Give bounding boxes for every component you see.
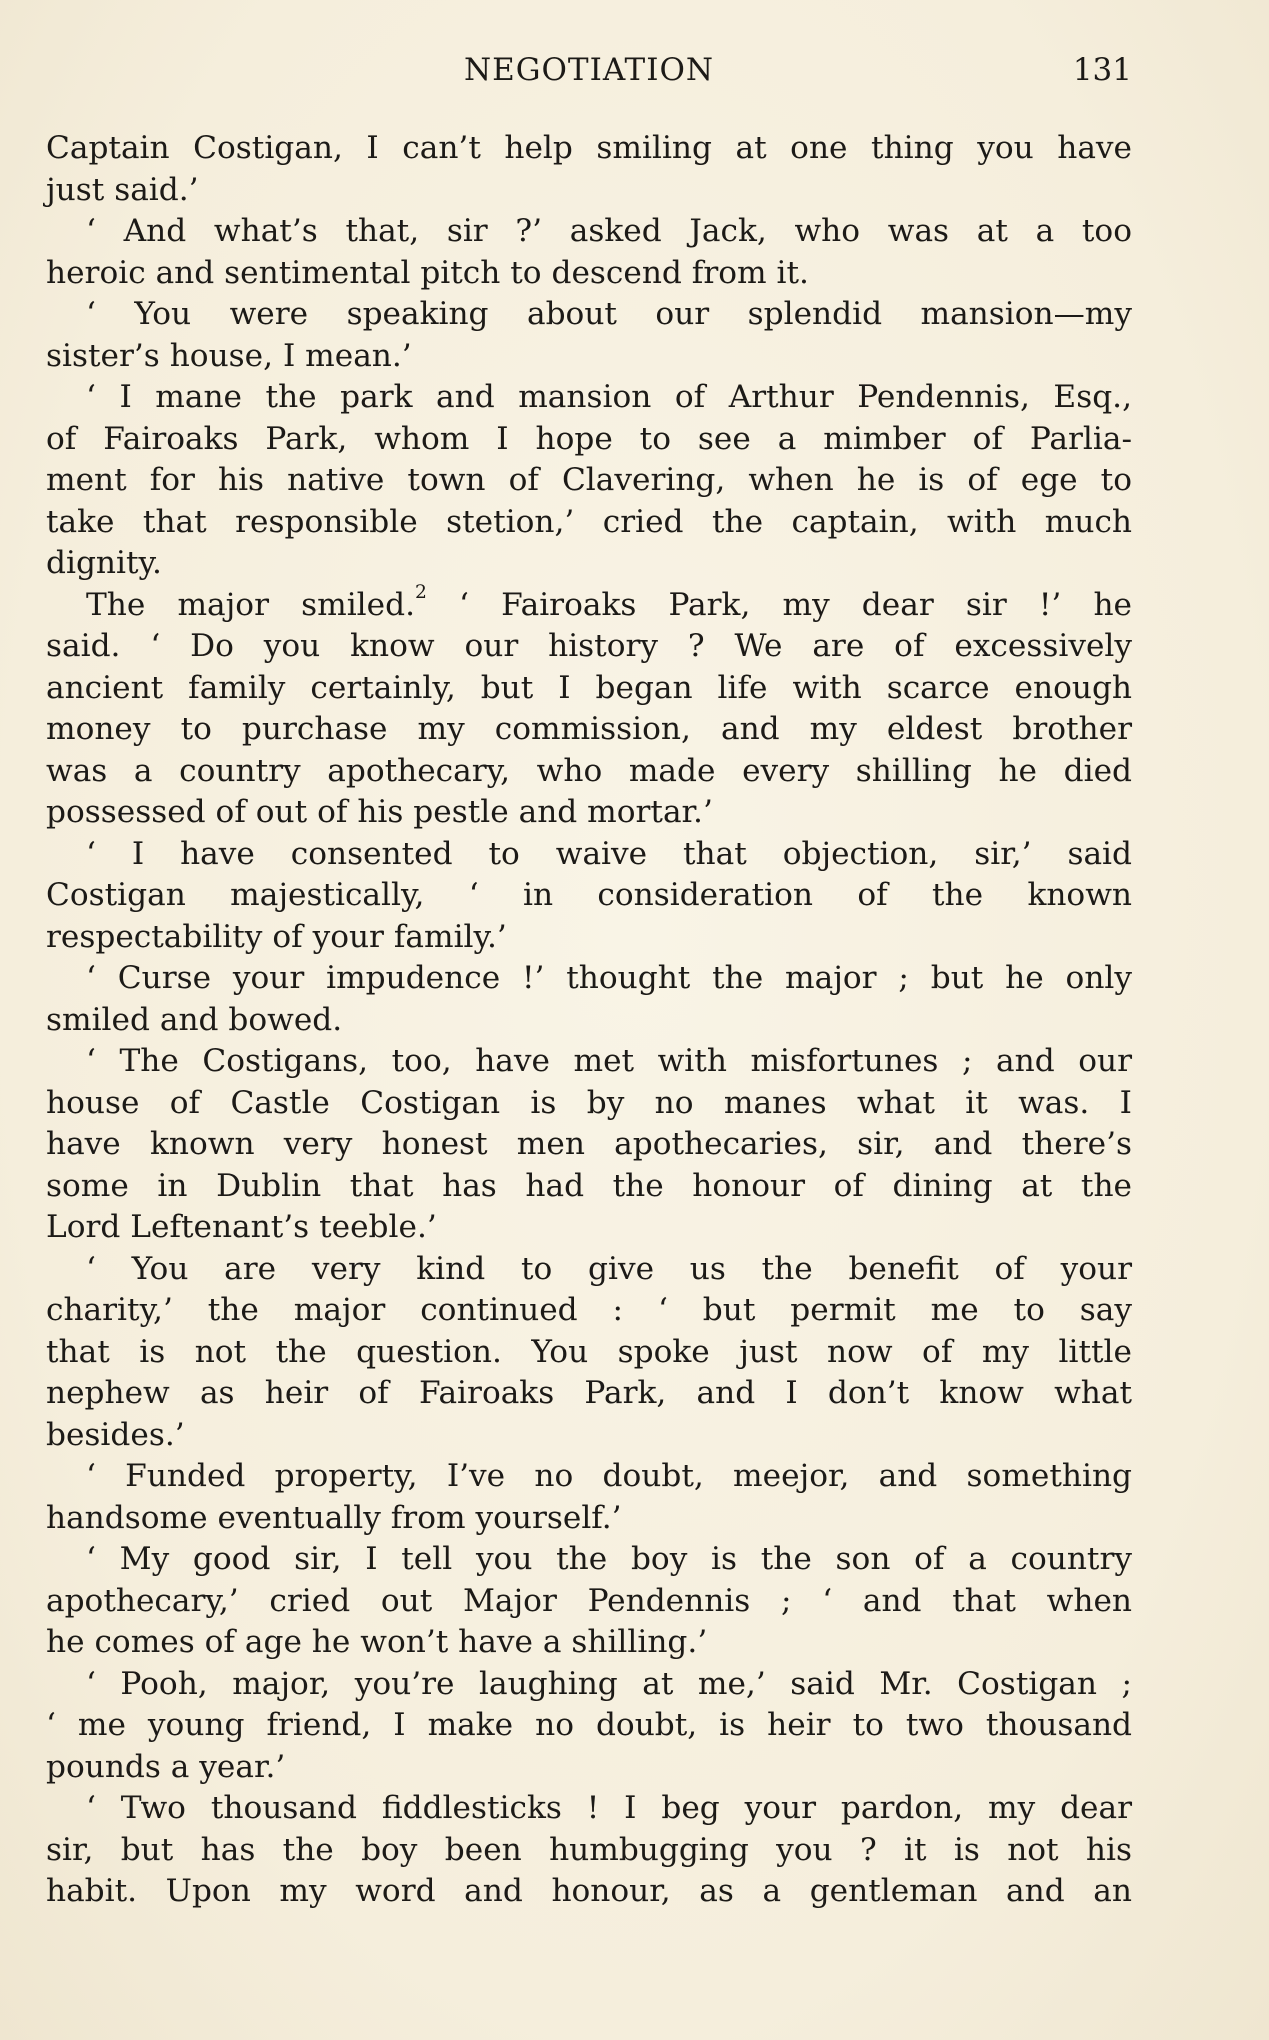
text-line: some in Dublin that has had the honour of dining at the xyxy=(46,1167,1132,1204)
text-line: take that responsible stetion,’ cried the captain, with much xyxy=(46,503,1132,540)
text-line: charity,’ the major continued : ‘ but permit me to say xyxy=(46,1292,1132,1328)
footnote-marker: 2 xyxy=(414,581,427,603)
paragraph xyxy=(46,1249,1132,1457)
text-line: Lord Leftenant’s teeble.’ xyxy=(46,1209,437,1245)
text-line: ‘ You were speaking about our splendid mansion—my xyxy=(86,296,1132,332)
paragraph xyxy=(46,834,1132,959)
text-line: ancient family certainly, but I began life with scarce enough xyxy=(46,669,1132,706)
text-line: ‘ Two thousand fiddlesticks ! I beg your pardon, my dear xyxy=(86,1790,1132,1826)
paragraph xyxy=(46,377,1132,585)
text-line: ‘ And what’s that, sir ?’ asked Jack, who was at a too xyxy=(86,213,1132,249)
paragraph xyxy=(46,1456,1132,1539)
text-line: ‘ I mane the park and mansion of Arthur Pendennis, Esq., xyxy=(86,379,1132,415)
paragraph xyxy=(46,1788,1132,1913)
text-line: was a country apothecary, who made every shilling he died xyxy=(46,752,1132,789)
text-line: ‘ The Costigans, too, have met with misfortunes ; and our xyxy=(86,1043,1132,1079)
paragraph xyxy=(46,1664,1132,1789)
text-line: pounds a year.’ xyxy=(46,1748,286,1785)
text-line: just said.’ xyxy=(46,171,199,208)
paragraph xyxy=(46,128,1132,211)
text-line: ‘ I have consented to waive that objection, sir,’ said xyxy=(86,835,1132,872)
text-line: besides.’ xyxy=(46,1416,185,1453)
body-text xyxy=(46,128,1132,1913)
text-line: possessed of out of his pestle and mortar.’ xyxy=(46,794,713,830)
text-line: have known very honest men apothecaries, sir, and there’s xyxy=(46,1126,1132,1162)
text-line: ‘ Funded property, I’ve no doubt, meejor, and something xyxy=(86,1458,1132,1494)
text-line: heroic and sentimental pitch to descend from it. xyxy=(46,254,809,291)
paragraph xyxy=(46,294,1132,377)
text-line: Captain Costigan, I can’t help smiling at one thing you have xyxy=(46,130,1132,166)
running-title: NEGOTIATION xyxy=(463,52,714,88)
text-line: sir, but has the boy been humbugging you ? it is not his xyxy=(46,1831,1132,1868)
text-line: sister’s house, I mean.’ xyxy=(46,337,412,374)
text-line: respectability of your family.’ xyxy=(46,918,507,955)
text-line: habit. Upon my word and honour, as a gentleman and an xyxy=(46,1873,1132,1909)
text-line: ‘ me young friend, I make no doubt, is heir to two thousand xyxy=(46,1707,1132,1743)
text-line: nephew as heir of Fairoaks Park, and I don’t know what xyxy=(46,1375,1132,1411)
text-line: handsome eventually from yourself.’ xyxy=(46,1499,622,1536)
running-head xyxy=(46,52,1132,96)
paragraph xyxy=(46,1041,1132,1249)
text-line: apothecary,’ cried out Major Pendennis ; ‘ and that when xyxy=(46,1582,1132,1619)
text-line: said. ‘ Do you know our history ? We are of excessively xyxy=(46,628,1132,664)
text-line: house of Castle Costigan is by no manes what it was. I xyxy=(46,1084,1132,1121)
text-line: of Fairoaks Park, whom I hope to see a mimber of Parlia- xyxy=(46,420,1132,457)
text-line: smiled and bowed. xyxy=(46,1001,343,1038)
text-line: ‘ Pooh, major, you’re laughing at me,’ said Mr. Costigan ; xyxy=(86,1665,1132,1702)
text-line: ‘ You are very kind to give us the benefit of your xyxy=(86,1250,1132,1287)
text-line: ‘ My good sir, I tell you the boy is the son of a country xyxy=(86,1541,1132,1577)
text-line: he comes of age he won’t have a shilling.’ xyxy=(46,1624,708,1660)
text-line: Costigan majestically, ‘ in consideration of the known xyxy=(46,877,1132,913)
page-number: 131 xyxy=(1072,52,1132,88)
paragraph xyxy=(46,211,1132,294)
text-line: dignity. xyxy=(46,545,162,581)
paragraph xyxy=(46,958,1132,1041)
text-line: ment for his native town of Clavering, when he is of ege to xyxy=(46,462,1132,498)
text-line: money to purchase my commission, and my eldest brother xyxy=(46,711,1132,747)
text-line: ‘ Curse your impudence !’ thought the major ; but he only xyxy=(86,960,1132,996)
text-line: The major smiled.$^2$ ‘ Fairoaks Park, my dear sir !’ he xyxy=(86,581,1132,623)
text-line: that is not the question. You spoke just now of my little xyxy=(46,1333,1132,1370)
paragraph xyxy=(46,581,1132,834)
paragraph xyxy=(46,1539,1132,1664)
